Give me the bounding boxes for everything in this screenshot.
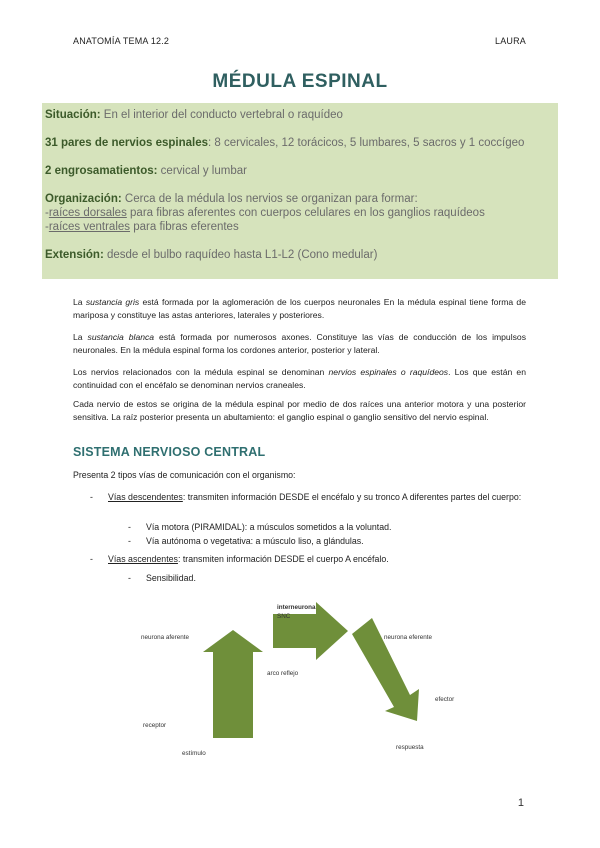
summary-box [42, 103, 558, 279]
paragraph-blanca [73, 331, 526, 356]
ext-text: desde el bulbo raquídeo hasta L1-L2 (Cono medular) [103, 249, 378, 261]
reflex-arc-diagram [0, 590, 600, 770]
section-title: SISTEMA NERVIOSO CENTRAL [73, 445, 266, 459]
list-dash: - [128, 536, 131, 546]
list-subitem-motora [128, 521, 392, 534]
label-interneurona: interneurona [277, 604, 316, 611]
list-dash: - [90, 554, 93, 564]
p1-em: sustancia gris [85, 297, 140, 307]
list-dash: - [128, 573, 131, 583]
p2-em: sustancia blanca [87, 332, 155, 342]
paragraph-gris [73, 296, 526, 321]
header-right: LAURA [494, 36, 526, 46]
summary-ventral: -raíces ventrales para fibras eferentes [45, 221, 239, 233]
label-neurona-aferente: neurona aferente [141, 634, 189, 641]
list-subitem-sensibilidad [128, 572, 196, 585]
paragraph-raices [73, 398, 526, 423]
header-left: ANATOMÍA TEMA 12.2 [73, 36, 170, 46]
list-dash: - [90, 492, 93, 502]
list-item-descendentes [90, 491, 526, 504]
summary-engrosamientos [45, 164, 555, 178]
situacion-label: Situación: [45, 109, 101, 121]
dorsal-text: para fibras aferentes con cuerpos celulares en los ganglios raquídeos [126, 207, 485, 219]
engros-text: cervical y lumbar [157, 165, 247, 177]
asc-link: Vías ascendentes [108, 554, 178, 564]
label-respuesta: respuesta [396, 744, 424, 751]
section-intro: Presenta 2 tipos vías de comunicación con el organismo: [73, 470, 296, 480]
desc-sub2: Vía autónoma o vegetativa: a músculo liso, a glándulas. [146, 536, 364, 546]
label-snc: SNC [277, 613, 291, 620]
org-label: Organización: [45, 193, 122, 205]
summary-dorsal: -raíces dorsales para fibras aferentes con cuerpos celulares en los ganglios raquídeos [45, 207, 485, 219]
p3-em: nervios espinales o raquídeos [328, 367, 449, 377]
label-estimulo: estímulo [182, 750, 206, 757]
list-dash: - [128, 522, 131, 532]
list-subitem-autonoma [128, 535, 364, 548]
label-arco-reflejo: arco reflejo [267, 670, 299, 677]
paragraph-nervios [73, 366, 526, 391]
dorsal-link: raíces dorsales [48, 207, 127, 219]
p4: Cada nervio de estos se origina de la médula espinal por medio de dos raíces una anterior motora y una posterior sensitiva. La raíz posterior presenta un abultamiento: el ganglio espinal o ganglio sensitivo del nervio espinal. [73, 399, 526, 422]
summary-pares [45, 136, 555, 150]
summary-situacion [45, 108, 555, 122]
asc-sub1: Sensibilidad. [146, 573, 196, 583]
summary-extension [45, 248, 555, 262]
desc-link: Vías descendentes [108, 492, 183, 502]
reflex-arc-arrows [0, 590, 600, 770]
page-title: MÉDULA ESPINAL [212, 71, 388, 92]
pares-text: : 8 cervicales, 12 torácicos, 5 lumbares, 5 sacros y 1 coccígeo [208, 137, 525, 149]
p2-b: está formada por numerosos axones. Constituye las vías de conducción de los impulsos neuronales. En la médula espinal forma los cordones anterior, posterior y lateral. [73, 332, 526, 355]
p3-a: Los nervios relacionados con la médula espinal se denominan [73, 367, 329, 377]
p2-a: La [73, 332, 88, 342]
label-neurona-eferente: neurona eferente [384, 634, 432, 641]
summary-organizacion [45, 192, 555, 206]
ventral-link: raíces ventrales [48, 221, 131, 233]
desc-text: : transmiten información DESDE el encéfalo y su tronco A diferentes partes del cuerpo: [182, 492, 522, 502]
label-efector: efector [435, 696, 455, 703]
org-text: Cerca de la médula los nervios se organizan para formar: [121, 193, 418, 205]
situacion-text: En el interior del conducto vertebral o raquídeo [100, 109, 343, 121]
desc-sub1: Vía motora (PIRAMIDAL): a músculos sometidos a la voluntad. [146, 522, 392, 532]
label-receptor: receptor [143, 722, 167, 729]
list-item-ascendentes [90, 553, 389, 566]
p1-b: está formada por la aglomeración de los cuerpos neuronales En la médula espinal tiene forma de mariposa y constituye las astas anteriores, laterales y posteriores. [73, 297, 526, 320]
page-number: 1 [517, 797, 524, 809]
engros-label: 2 engrosamatientos: [45, 165, 158, 177]
ext-label: Extensión: [45, 249, 104, 261]
asc-text: : transmiten información DESDE el cuerpo A encéfalo. [177, 554, 389, 564]
pares-label: 31 pares de nervios espinales [45, 137, 209, 149]
p1-a: La [73, 297, 86, 307]
arrow-afferent [174, 630, 263, 738]
p3-b: . Los que están en continuidad con el encéfalo se denominan nervios craneales. [73, 367, 526, 390]
ventral-text: para fibras eferentes [130, 221, 239, 233]
